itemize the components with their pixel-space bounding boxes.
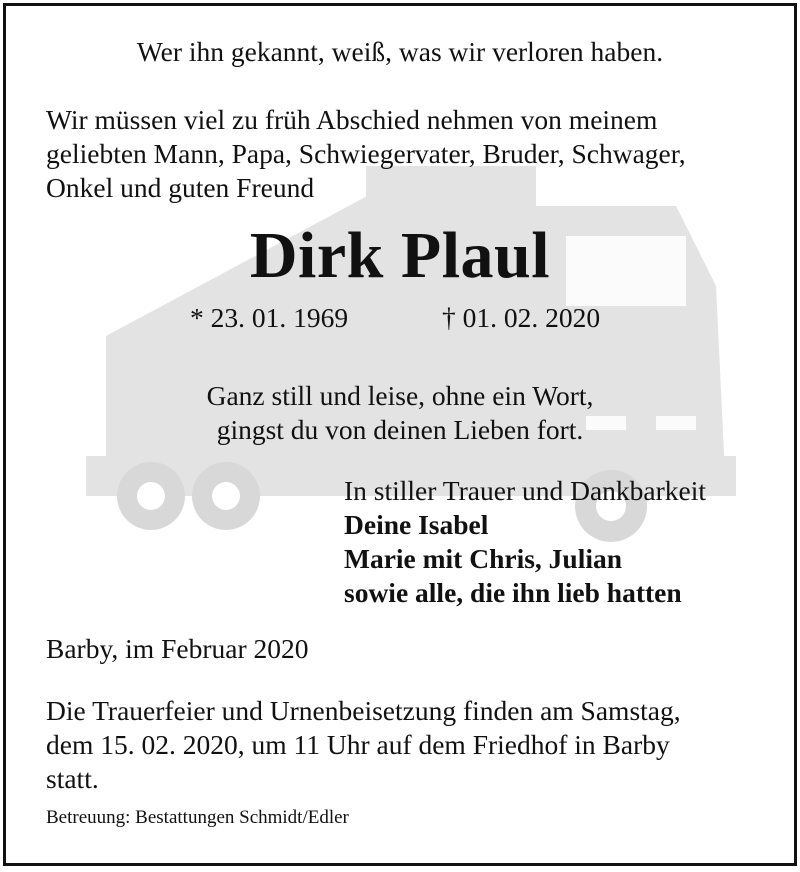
birth-date: * 23. 01. 1969	[190, 302, 349, 333]
obituary-notice	[3, 3, 797, 866]
funeral-home-credit: Betreuung: Bestattungen Schmidt/Edler	[46, 807, 349, 828]
poem	[6, 379, 794, 447]
intro-line: Onkel und guten Freund	[46, 172, 315, 203]
motto: Wer ihn gekannt, weiß, was wir verloren haben.	[136, 36, 664, 67]
poem-line: Ganz still und leise, ohne ein Wort,	[206, 380, 594, 411]
mourner-name: Deine Isabel	[344, 509, 489, 540]
mourners-intro: In stiller Trauer und Dankbarkeit	[344, 475, 707, 506]
death-date: † 01. 02. 2020	[442, 302, 601, 333]
ceremony-line: dem 15. 02. 2020, um 11 Uhr auf dem Friedhof in Barby	[46, 729, 670, 760]
ceremony-line: Die Trauerfeier und Urnenbeisetzung finden am Samstag,	[46, 695, 681, 726]
place-date: Barby, im Februar 2020	[46, 633, 309, 664]
intro-line: geliebten Mann, Papa, Schwiegervater, Bruder, Schwager,	[46, 138, 686, 169]
ceremony-info	[46, 694, 681, 796]
mourner-name: sowie alle, die ihn lieb hatten	[344, 577, 682, 608]
intro-line: Wir müssen viel zu früh Abschied nehmen von meinem	[46, 104, 658, 135]
mourner-name: Marie mit Chris, Julian	[344, 543, 623, 574]
ceremony-line: statt.	[46, 763, 99, 794]
intro-text	[46, 103, 686, 205]
deceased-name: Dirk Plaul	[249, 219, 551, 292]
mourners-block	[344, 474, 706, 610]
poem-line: gingst du von deinen Lieben fort.	[216, 414, 584, 445]
